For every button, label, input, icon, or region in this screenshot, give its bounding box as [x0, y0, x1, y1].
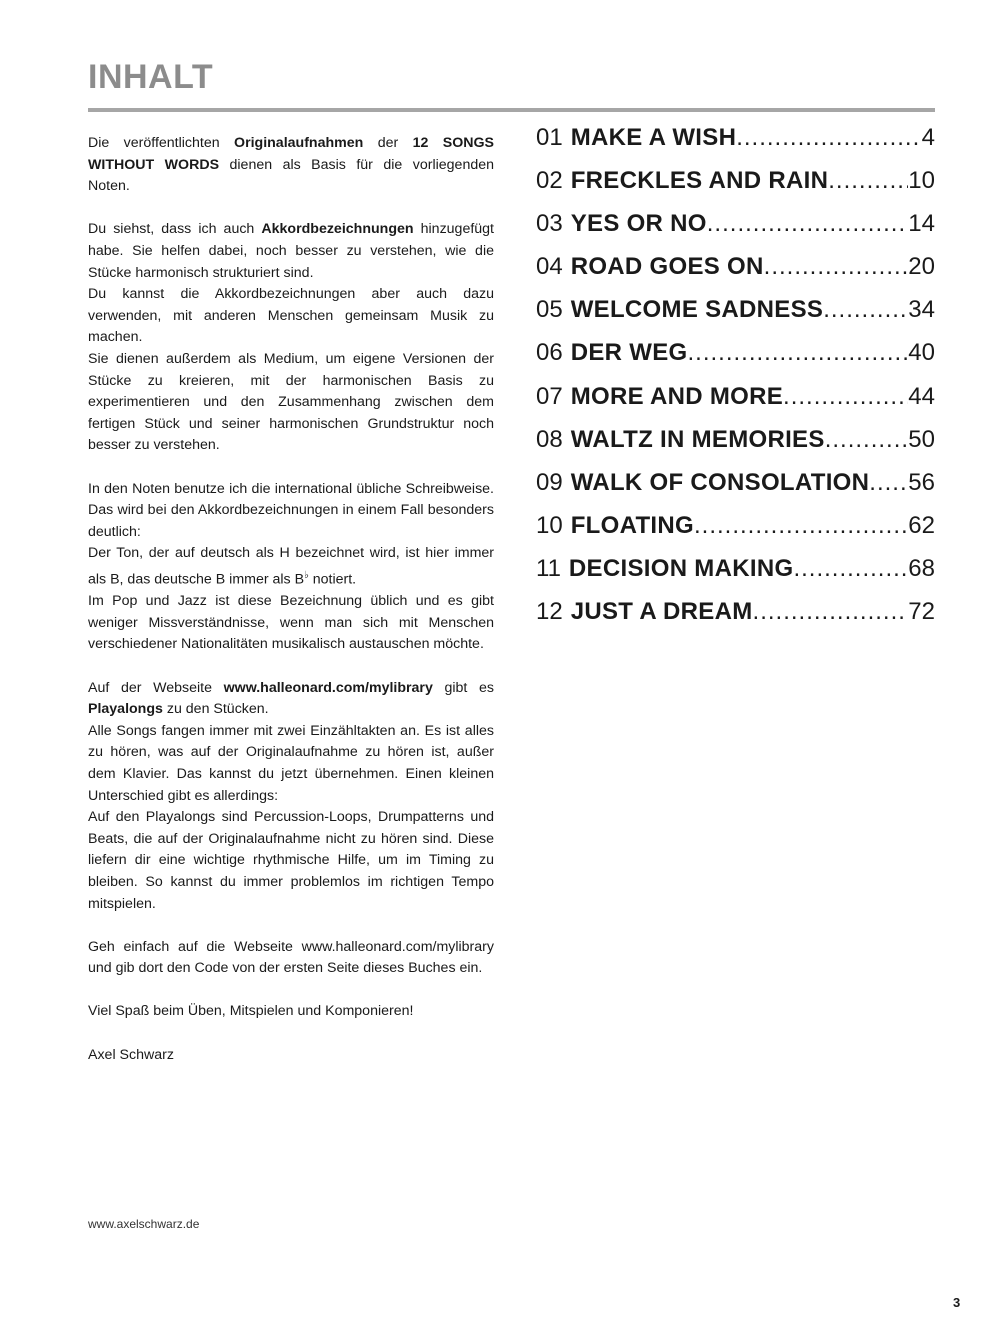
- toc-entry[interactable]: 08 WALTZ IN MEMORIES ..... 50: [536, 426, 935, 469]
- toc-entry[interactable]: 04 ROAD GOES ON ..... 20: [536, 253, 935, 296]
- intro-paragraph: Viel Spaß beim Üben, Mitspielen und Komponieren!: [88, 1003, 414, 1020]
- intro-paragraph: Im Pop und Jazz ist diese Bezeichnung üblich und es gibt weniger Missverständnisse, wenn man sich mit Menschen verschiedener Nationalitäten musikalisch austauschen möchte.: [88, 593, 494, 653]
- toc-entry[interactable]: 09 WALK OF CONSOLATION ..... 56: [536, 469, 935, 512]
- page-number: 3: [953, 1295, 961, 1310]
- page-title: INHALT: [88, 58, 214, 96]
- toc-entry[interactable]: 06 DER WEG ..... 40: [536, 339, 935, 382]
- toc-entry[interactable]: 10 FLOATING ..... 62: [536, 512, 935, 555]
- toc-entry[interactable]: 01 MAKE A WISH ..... 4: [536, 124, 935, 167]
- intro-paragraph: Der Ton, der auf deutsch als H bezeichnet wird, ist hier immer als B, das deutsche B immer als B♭ notiert.: [88, 545, 494, 588]
- footer-website: www.axelschwarz.de: [88, 1217, 200, 1231]
- intro-paragraph: Auf den Playalongs sind Percussion-Loops, Drumpatterns und Beats, die auf der Originalaufnahme nicht zu hören sind. Diese liefern dir eine wichtige rhythmische Hilfe, um im Timing zu bleiben. So kannst du immer problemlos im richtigen Tempo mitspielen.: [88, 809, 494, 912]
- intro-paragraph: Sie dienen außerdem als Medium, um eigene Versionen der Stücke zu kreieren, mit der harmonischen Basis zu experimentieren und den Zusammenhang zwischen dem fertigen Stück und seiner harmonischen Grundstruktur noch besser zu verstehen.: [88, 350, 494, 454]
- intro-paragraph: Du kannst die Akkordbezeichnungen aber auch dazu verwenden, mit anderen Menschen gemeinsam Musik zu machen.: [88, 286, 494, 346]
- table-of-contents: [536, 124, 935, 641]
- toc-entry[interactable]: 07 MORE AND MORE ..... 44: [536, 383, 935, 426]
- intro-paragraph: Du siehst, dass ich auch Akkordbezeichnungen hinzugefügt habe. Sie helfen dabei, noch besser zu verstehen, wie die Stücke harmonisch strukturiert sind.: [88, 221, 495, 281]
- toc-entry[interactable]: 02 FRECKLES AND RAIN ..... 10: [536, 167, 935, 210]
- intro-paragraph: Geh einfach auf die Webseite www.halleonard.com/mylibrary und gib dort den Code von der ersten Seite dieses Buches ein.: [88, 938, 494, 977]
- toc-entry[interactable]: 05 WELCOME SADNESS ..... 34: [536, 296, 935, 339]
- author-signature: Axel Schwarz: [88, 1046, 174, 1063]
- intro-paragraph: In den Noten benutze ich die international übliche Schreibweise. Das wird bei den Akkordbezeichnungen in einem Fall besonders deutlich:: [88, 480, 494, 540]
- title-rule: [88, 108, 935, 112]
- intro-paragraph: Alle Songs fangen immer mit zwei Einzähltakten an. Es ist alles zu hören, was auf der Originalaufnahme zu hören ist, außer dem Klavier. Das kannst du jetzt übernehmen. Einen kleinen Unterschied gibt es allerdings:: [88, 722, 494, 804]
- toc-entry[interactable]: 03 YES OR NO ..... 14: [536, 210, 935, 253]
- intro-text: [88, 133, 494, 1066]
- flat-sign: ♭: [304, 569, 309, 581]
- toc-entry[interactable]: 11 DECISION MAKING ..... 68: [536, 555, 935, 598]
- intro-paragraph: Auf der Webseite www.halleonard.com/mylibrary gibt es Playalongs zu den Stücken.: [88, 679, 494, 718]
- toc-entry[interactable]: 12 JUST A DREAM ..... 72: [536, 598, 935, 641]
- intro-paragraph: Die veröffentlichten Originalaufnahmen der 12 SONGS WITHOUT WORDS dienen als Basis für die vorliegenden Noten.: [88, 135, 495, 195]
